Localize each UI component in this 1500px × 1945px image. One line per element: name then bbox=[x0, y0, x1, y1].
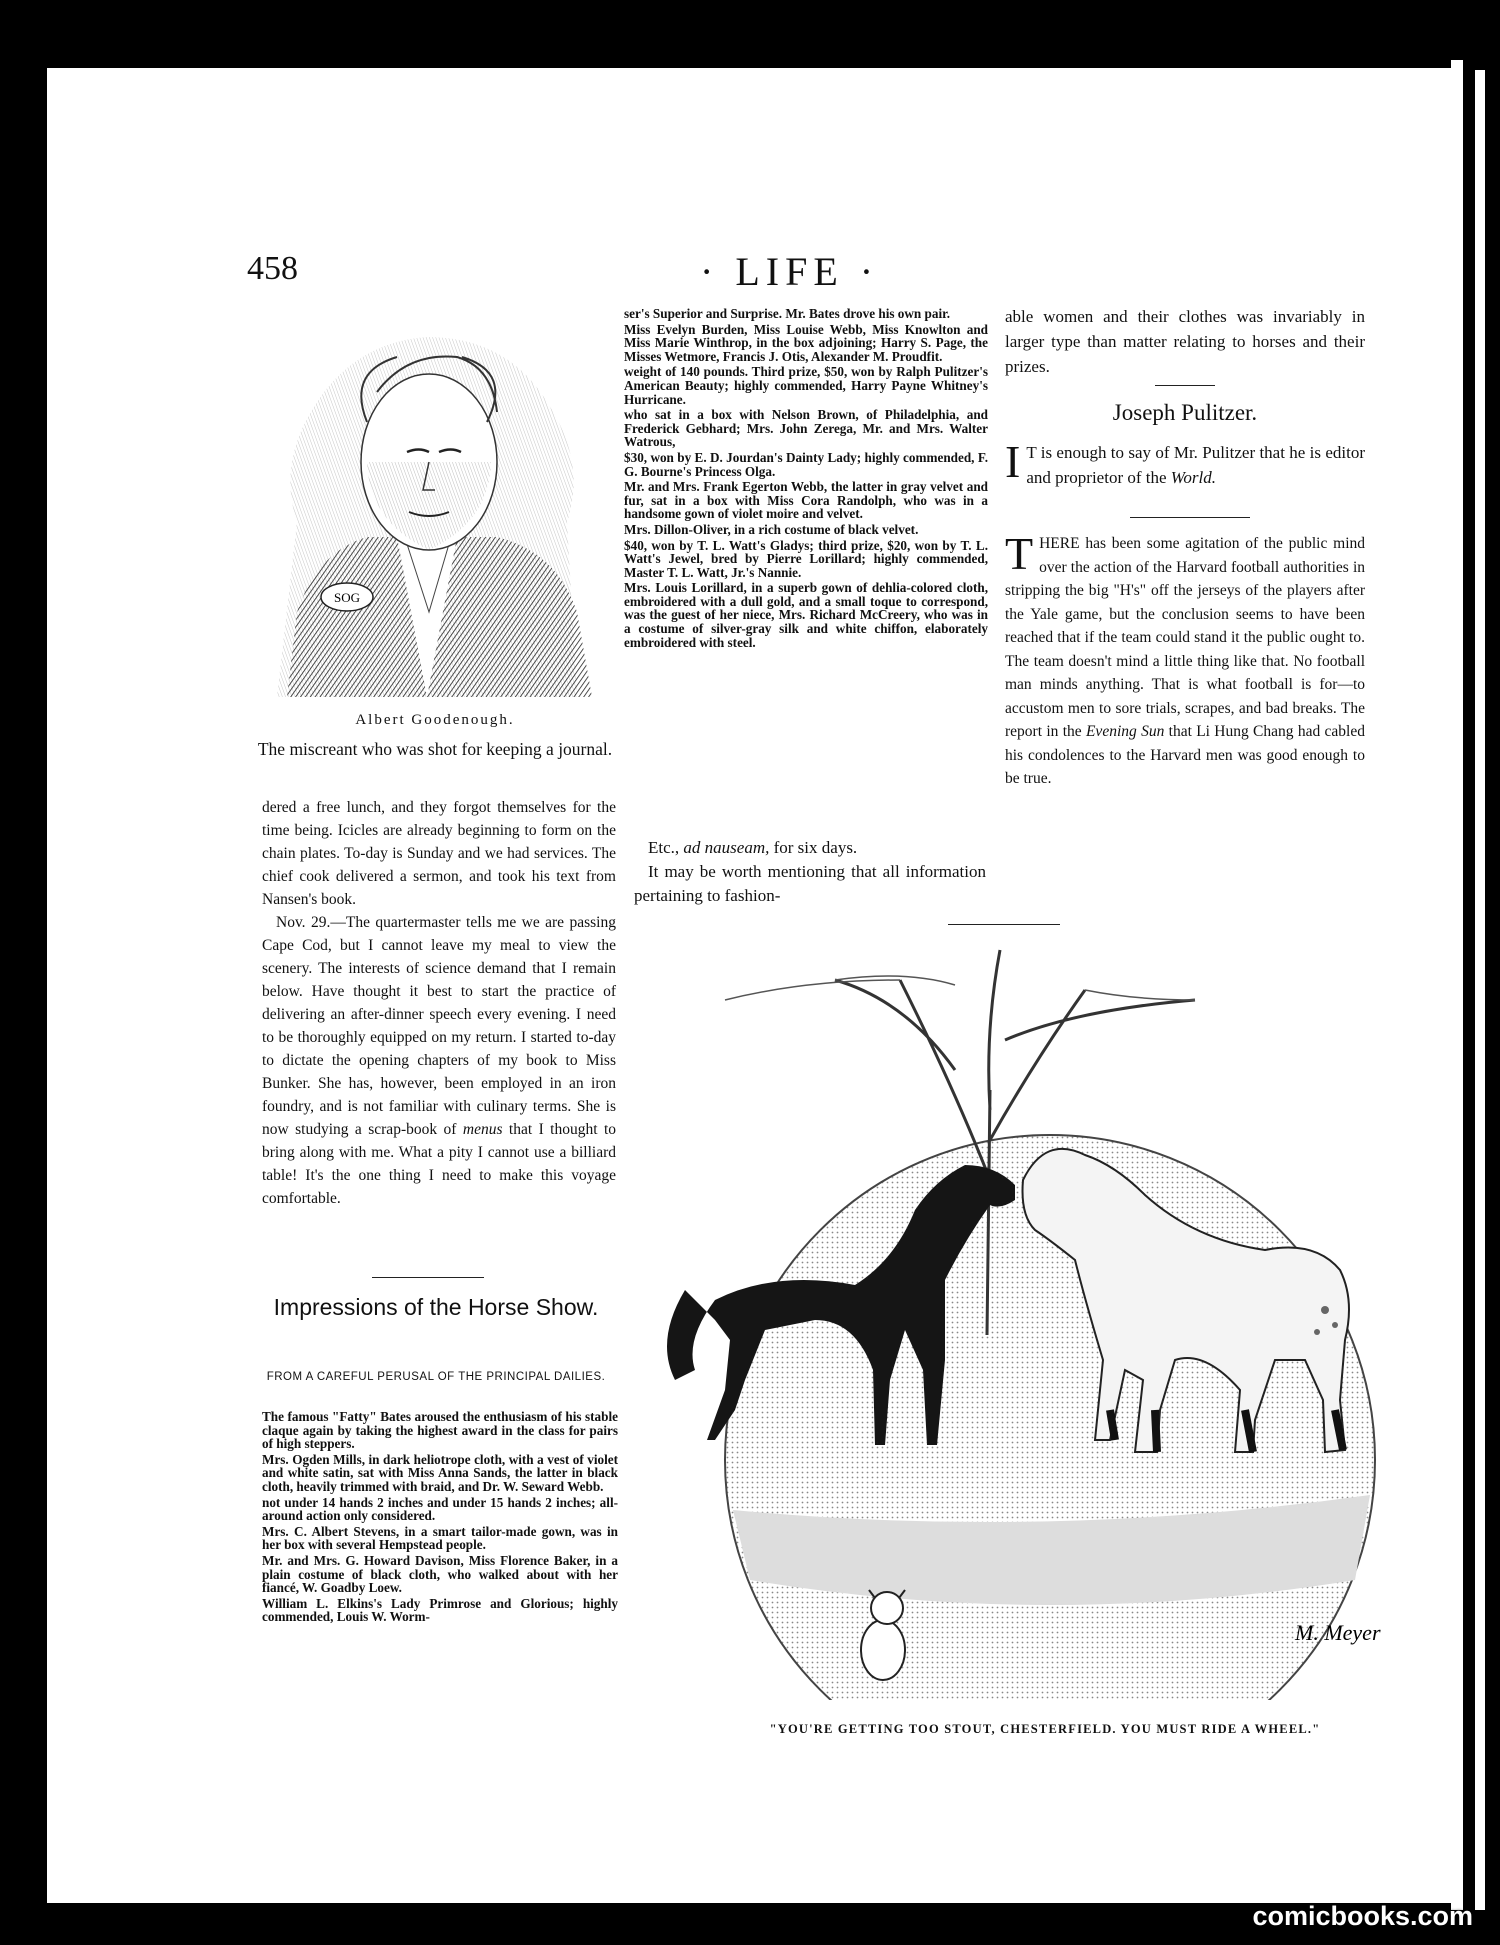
divider bbox=[372, 1277, 484, 1278]
list-item: not under 14 hands 2 inches and under 15 hands 2 inches; all-around action only considered. bbox=[262, 1494, 618, 1524]
list-item: Mrs. Louis Lorillard, in a superb gown of dehlia-colored cloth, embroidered with a dull gold, and a small toque to correspond, was the guest of her niece, Mrs. Richard McCreery, who was in a costume of silver-gray silk and white chiffon, elaborately embroidered with steel. bbox=[624, 580, 988, 650]
list-item: ser's Superior and Surprise. Mr. Bates drove his own pair. bbox=[624, 306, 951, 321]
page-edge bbox=[1475, 70, 1485, 1910]
list-item: $40, won by T. L. Watt's Gladys; third prize, $20, won by T. L. Watt's Jewel, bred by Pierre Lorillard; highly commended, Master T. L. Watt, Jr.'s Nannie. bbox=[624, 537, 988, 580]
horse-show-items-continued bbox=[624, 307, 988, 651]
closing-paragraph-continued: able women and their clothes was invariably in larger type than matter relating to horses and their prizes. bbox=[1005, 307, 1365, 376]
diary-text bbox=[262, 796, 616, 1210]
diary-paragraph: Nov. 29.—The quartermaster tells me we are passing Cape Cod, but I cannot leave my meal to view the scenery. The interests of science demand that I remain below. Have thought it best to start the practice of delivering an after-dinner speech every evening. I need to be thoroughly equipped on my return. I started to-day to dictate the opening chapters of my book to Miss Bunker. She has, however, been employed in an iron foundry, and is not familiar with culinary terms. She is now studying a scrap-book of menus that I thought to bring along with me. What a pity I cannot use a billiard table! It's the one thing I need to make this voyage comfortable. bbox=[262, 914, 617, 1207]
portrait-name: Albert Goodenough. bbox=[355, 712, 515, 728]
masthead: · LIFE · bbox=[700, 249, 880, 294]
football-paragraph: THERE has been some agitation of the public mind over the action of the Harvard football authorities in stripping the big "H's" off the jerseys of the players after the Yale game, but the conclusion seems to have been reached that if the team could stand it the public ought to. The team doesn't mind a little thing like that. No football man minds anything. That is what football is for—to accustom men to sore trials, scrapes, and bad breaks. The report in the Evening Sun that Li Hung Chang had cabled his condolences to the Harvard men was good enough to be true. bbox=[1005, 528, 1365, 787]
portrait-caption: The miscreant who was shot for keeping a journal. bbox=[257, 739, 613, 759]
pulitzer-paragraph: I T is enough to say of Mr. Pulitzer that he is editor and proprietor of the World. bbox=[1005, 436, 1365, 487]
divider bbox=[1130, 517, 1250, 518]
closing-paragraph: It may be worth mentioning that all information pertaining to fashion- bbox=[634, 862, 986, 905]
diary-paragraph: dered a free lunch, and they forgot themselves for the time being. Icicles are already beginning to form on the chain plates. To-day is Sunday and we had services. The chief cook delivered a sermon, and took his text from Nansen's book. bbox=[262, 799, 616, 908]
pulitzer-heading: Joseph Pulitzer. bbox=[1112, 400, 1258, 425]
list-item: Mrs. Ogden Mills, in dark heliotrope cloth, with a vest of violet and white satin, sat with Miss Anna Sands, the latter in black cloth, heavily trimmed with braid, and Dr. W. Seward Webb. bbox=[262, 1451, 618, 1494]
list-item: Mrs. Dillon-Oliver, in a rich costume of black velvet. bbox=[624, 521, 919, 537]
horse-show-heading: Impressions of the Horse Show. bbox=[273, 1294, 599, 1320]
page-edge bbox=[1451, 60, 1463, 1910]
horse-illustration bbox=[655, 940, 1415, 1700]
dropcap: I bbox=[1005, 436, 1021, 487]
portrait-engraving bbox=[257, 312, 605, 697]
list-item: weight of 140 pounds. Third prize, $50, won by Ralph Pulitzer's American Beauty; highly commended, Harry Payne Whitney's Hurricane. bbox=[624, 364, 988, 407]
etc-line: Etc., ad nauseam, for six days. bbox=[648, 838, 858, 857]
watermark: comicbooks.com bbox=[1252, 1901, 1473, 1931]
list-item: William L. Elkins's Lady Primrose and Glorious; highly commended, Louis W. Worm- bbox=[262, 1595, 618, 1625]
illustration-caption: "YOU'RE GETTING TOO STOUT, CHESTERFIELD. YOU MUST RIDE A WHEEL." bbox=[769, 1722, 1321, 1736]
horse-show-subheading: FROM A CAREFUL PERUSAL OF THE PRINCIPAL DAILIES. bbox=[266, 1371, 606, 1383]
list-item: Mr. and Mrs. G. Howard Davison, Miss Florence Baker, in a plain costume of black cloth, who walked about with her fiancé, W. Goadby Loew. bbox=[262, 1552, 618, 1596]
list-item: The famous "Fatty" Bates aroused the enthusiasm of his stable claque again by taking the highest award in the class for pairs of high steppers. bbox=[262, 1409, 618, 1452]
page-number: 458 bbox=[247, 250, 298, 287]
svg-text:SOG: SOG bbox=[333, 590, 361, 605]
list-item: Mrs. C. Albert Stevens, in a smart tailor-made gown, was in her box with several Hempstead people. bbox=[262, 1523, 618, 1553]
horse-show-closing bbox=[634, 836, 986, 908]
divider bbox=[948, 924, 1060, 925]
artist-signature: M. Meyer bbox=[1295, 1620, 1381, 1645]
list-item: Mr. and Mrs. Frank Egerton Webb, the latter in gray velvet and fur, sat in a box with Miss Cora Randolph, who was in a handsome gown of violet moire and velvet. bbox=[624, 479, 988, 522]
badge bbox=[321, 583, 373, 611]
horse-show-items bbox=[262, 1410, 618, 1626]
list-item: who sat in a box with Nelson Brown, of Philadelphia, and Frederick Gebhard; Mrs. John Zerega, Mr. and Mrs. Walter Watrous, bbox=[624, 407, 988, 450]
dropcap: T bbox=[1005, 528, 1034, 579]
divider bbox=[1155, 385, 1215, 386]
list-item: $30, won by E. D. Jourdan's Dainty Lady; highly commended, F. G. Bourne's Princess Olga. bbox=[624, 449, 988, 479]
list-item: Miss Evelyn Burden, Miss Louise Webb, Miss Knowlton and Miss Marie Winthrop, in the box adjoining; Harry S. Page, the Misses Wetmore, Francis J. Otis, Alexander M. Proudfit. bbox=[624, 321, 988, 364]
